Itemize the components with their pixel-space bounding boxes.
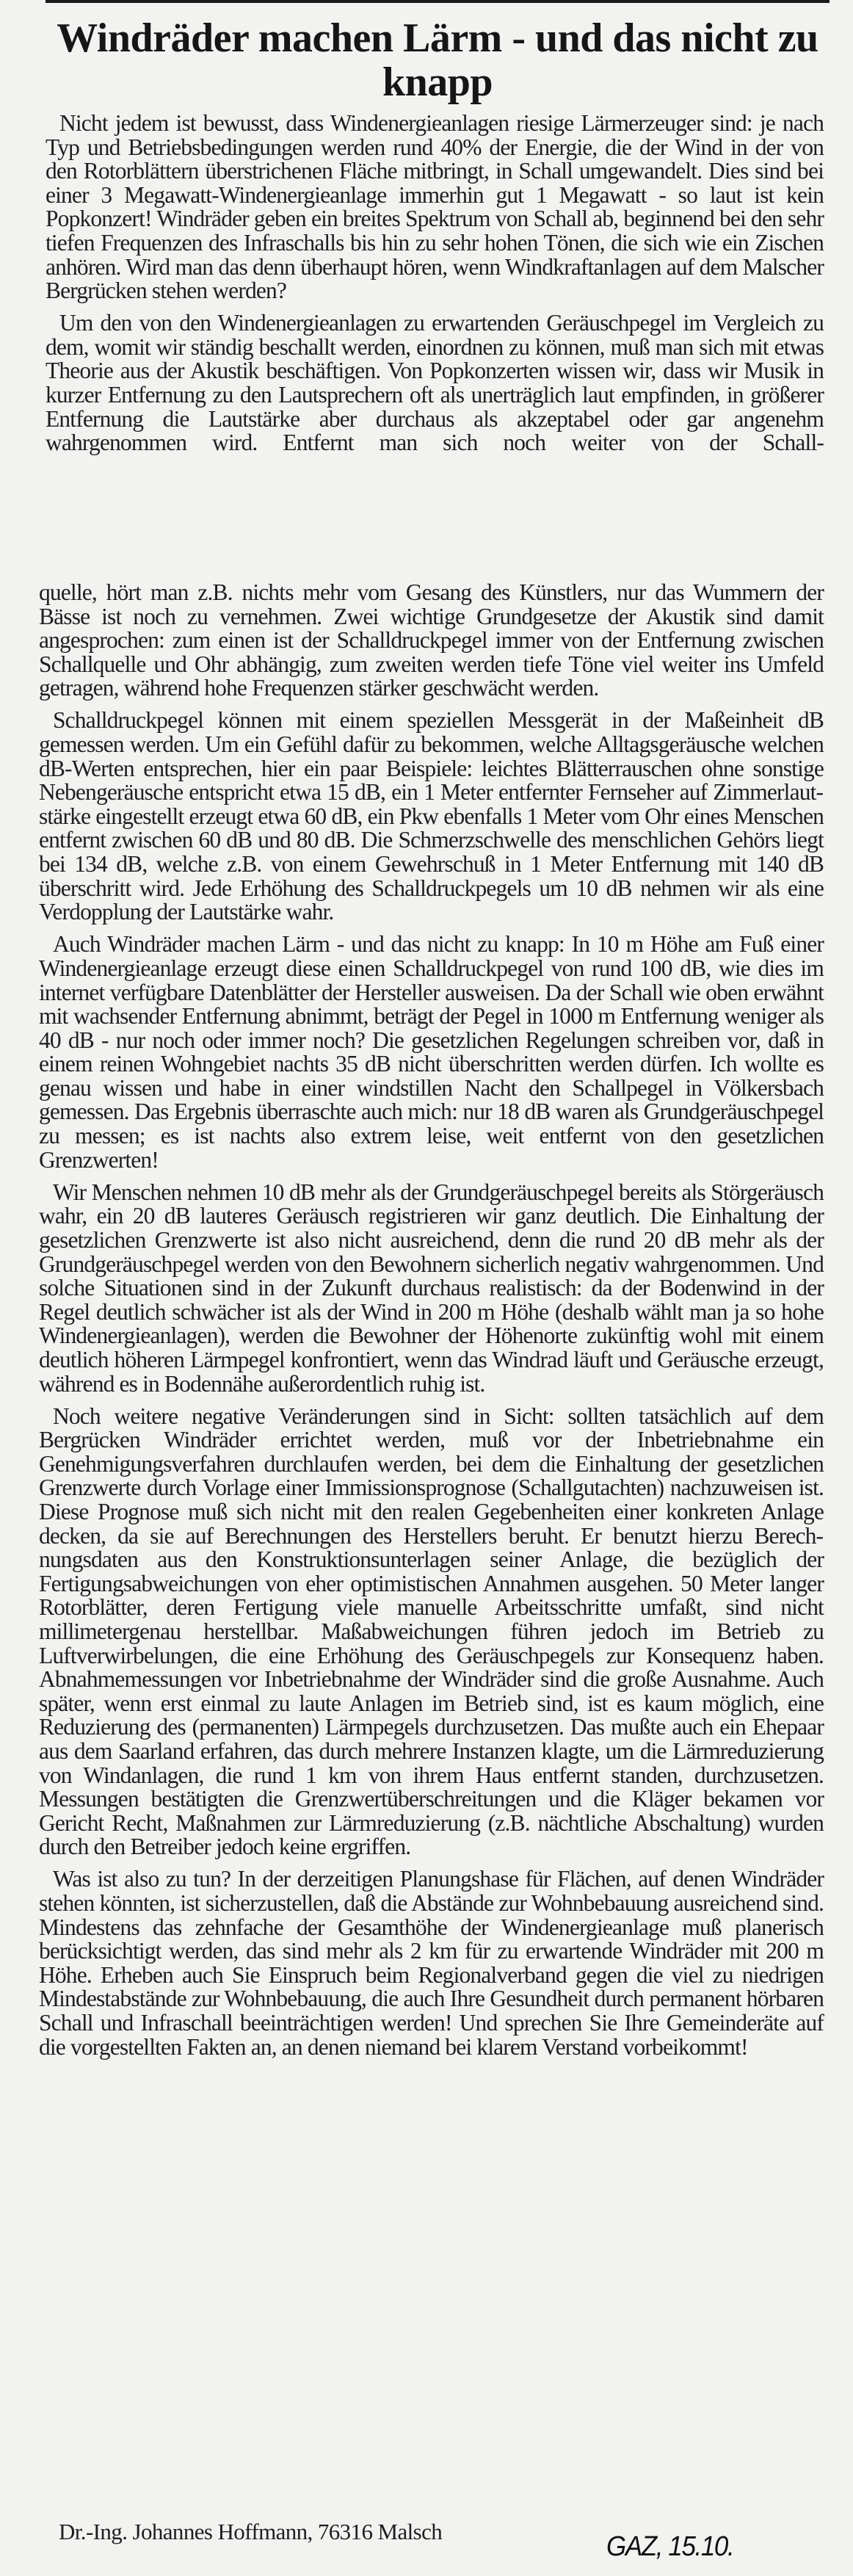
paragraph-acoustics-continued: quelle, hört man z.B. nichts mehr vom Gesang des Künstlers, nur das Wummern der Bässe ist noch zu vernehmen. Zwei wichtige Grundgesetze der Akustik sind damit angesprochen: zum einen ist der Schalldruckpegel immer von der Entfernung zwischen Schallquelle und Ohr abhängig, zum zweiten werden tiefe Töne viel weiter ins Umfeld getragen, während hohe Frequenzen stärker geschwächt werden. [39,579,824,701]
paragraph-intro: Nicht jedem ist bewusst, dass Windenergieanlagen riesige Lärmerzeuger sind: je nach Typ und Betriebsbedingungen werden rund 40% der Energie, die der Wind in der von den Rotorblättern überstrichenen Fläche mitbringt, in Schall umgewandelt. Dies sind bei einer 3 Megawatt-Windenergieanlage immerhin gut 1 Megawatt - so laut ist kein Popkonzert! Windräder geben ein breites Spektrum von Schall ab, beginnend bei den sehr tiefen Frequenzen des Infraschalls bis hin zu sehr hohen Tönen, die sich wie ein Zischen anhören. Wird man das denn überhaupt hören, wenn Windkraftanlagen auf dem Malscher Bergrücken stehen werden? [46,110,824,304]
article-body-upper [46,112,824,463]
paragraph-wind-turbine-noise: Auch Windräder machen Lärm - und das nicht zu knapp: In 10 m Höhe am Fuß einer Windenergieanlage erzeugt diese einen Schalldruckpegel von rund 100 dB, wie dies im internet verfügbare Datenblätter der Hersteller ausweisen. Da der Schall wie oben erwähnt mit wachsender Entfernung abnimmt, beträgt der Pegel in 1000 m Entfernung weniger als 40 dB - nur noch oder immer noch? Die gesetzlichen Regelungen schreiben vor, daß in einem reinen Wohngebiet nachts 35 dB nicht überschritten werden dürfen. Ich wollte es genau wissen und habe in einer windstillen Nacht den Schallpegel in Völkersbach gemessen. Das Ergebnis überraschte auch mich: nur 18 dB waren als Grundgeräuschpegel zu messen; es ist nachts also extrem leise, weit entfernt von den gesetzlichen Grenzwerten! [39,931,824,1173]
author-signature: Dr.-Ing. Johannes Hoffmann, 76316 Malsch [59,2519,443,2544]
article-body-lower [39,581,824,2068]
top-rule [46,0,830,3]
paragraph-call-to-action: Was ist also zu tun? In der derzeitigen Planungshase für Flächen, auf denen Windräder stehen könnten, ist sicherzustellen, daß die Abstände zur Wohnbebauung ausreichend sind. Mindestens das zehnfache der Gesamthöhe der Windenergieanlage muß planerisch berücksichtigt werden, das sind mehr als 2 km für zu erwartende Windräder mit 200 m Höhe. Erheben auch Sie Einspruch beim Regionalverband gegen die viel zu niedrigen Mindestabstände zur Wohnbebauung, die auch Ihre Gesundheit durch permanent hörbaren Schall und Infraschall beeinträchtigen werden! Und sprechen Sie Ihre Gemeinderäte auf die vorgestellten Fakten an, an denen niemand bei klarem Verstand vorbeikommt! [39,1866,824,2060]
paragraph-acoustics-theory: Um den von den Windenergieanlagen zu erwartenden Geräuschpegel im Vergleich zu dem, womit wir ständig beschallt werden, einordnen zu können, muß man sich mit etwas Theorie aus der Akustik beschäftigen. Von Popkonzerten wissen wir, dass wir Musik in kurzer Entfernung zu den Lautsprechern oft als unerträglich laut empfinden, in größerer Entfernung die Lautstärke aber durchaus als akzeptabel oder gar angenehm wahrgenommen wird. Entfernt man sich noch weiter von der Schall- [46,310,824,456]
headline: Windräder machen Lärm - und das nicht zu knapp [57,15,818,105]
paragraph-approval-process: Noch weitere negative Veränderungen sind in Sicht: sollten tatsächlich auf dem Bergrücken Windräder errichtet werden, muß vor der Inbetriebnahme ein Genehmigungsverfahren durchlaufen werden, bei dem die Einhaltung der gesetzlichen Grenzwerte durch Vorlage einer Immissionsprognose (Schallgutachten) nachzuweisen ist. Diese Prognose muß sich nicht mit den realen Gegebenheiten einer konkreten Anlage decken, da sie auf Berechnungen des Herstellers beruht. Er benutzt hierzu Berechnungsdaten aus den Konstruktionsunterlagen seiner Anlage, die bezüglich der Fertigungsabweichungen von eher optimistischen Annahmen ausgehen. 50 Meter langer Rotorblätter, deren Fertigung viele manuelle Arbeitsschritte umfaßt, sind nicht millimetergenau herstellbar. Maßabweichungen führen jedoch im Betrieb zu Luftverwirbelungen, die eine Erhöhung des Geräuschpegels zur Konsequenz haben. Abnahmemessungen vor Inbetriebnahme der Windräder sind die große Ausnahme. Auch später, wenn erst einmal zu laute Anlagen im Betrieb sind, ist es kaum möglich, eine Reduzierung des (permanenten) Lärmpegels durchzusetzen. Das mußte auch ein Ehepaar aus dem Saarland erfahren, das durch mehrere Instanzen klagte, um die Lärmreduzierung von Windanlagen, die rund 1 km von ihrem Haus entfernt standen, durchzusetzen. Messungen bestätigten die Grenzwertüberschreitungen und die Kläger bekamen vor Gericht Recht, Maßnahmen zur Lärmreduzierung (z.B. nächtliche Abschaltung) wurden durch den Betreiber jedoch keine ergriffen. [39,1403,824,1860]
paragraph-perception: Wir Menschen nehmen 10 dB mehr als der Grundgeräuschpegel bereits als Störgeräusch wahr, ein 20 dB lauteres Geräusch registrieren wir ganz deutlich. Die Einhaltung der gesetzlichen Grenzwerte ist also nicht ausreichend, denn die rund 20 dB mehr als der Grundgeräuschpegel werden von den Bewohnern sicherlich negativ wahrgenommen. Und solche Situationen sind in der Zukunft durchaus realistisch: da der Bodenwind in der Regel deutlich schwächer ist als der Wind in 200 m Höhe (deshalb wählt man ja so hohe Windenergieanlagen), werden die Bewohner der Höhenorte zukünftig wohl mit einem deutlich höheren Lärmpegel konfrontiert, wenn das Windrad läuft und Geräusche erzeugt, während es in Bodennähe außerordentlich ruhig ist. [39,1179,824,1397]
paragraph-sound-pressure: Schalldruckpegel können mit einem speziellen Messgerät in der Maßeinheit dB gemessen werden. Um ein Gefühl dafür zu bekommen, welche Alltagsgeräusche welchen dB-Werten entsprechen, hier ein paar Beispiele: leichtes Blätterrauschen ohne sonstige Nebengeräusche entspricht etwa 15 dB, ein 1 Meter entfernter Fernseher auf Zimmerlautstärke eingestellt erzeugt etwa 60 dB, ein Pkw ebenfalls 1 Meter vom Ohr eines Menschen entfernt zwischen 60 dB und 80 dB. Die Schmerzschwelle des menschlichen Gehörs liegt bei 134 dB, welche z.B. von einem Gewehrschuß in 1 Meter Entfernung mit 140 dB überschritt wird. Jede Erhöhung des Schalldruckpegels um 10 dB nehmen wir als eine Verdopplung der Lautstärke wahr. [39,707,824,925]
source-date-stamp: GAZ, 15.10. [606,2531,734,2562]
